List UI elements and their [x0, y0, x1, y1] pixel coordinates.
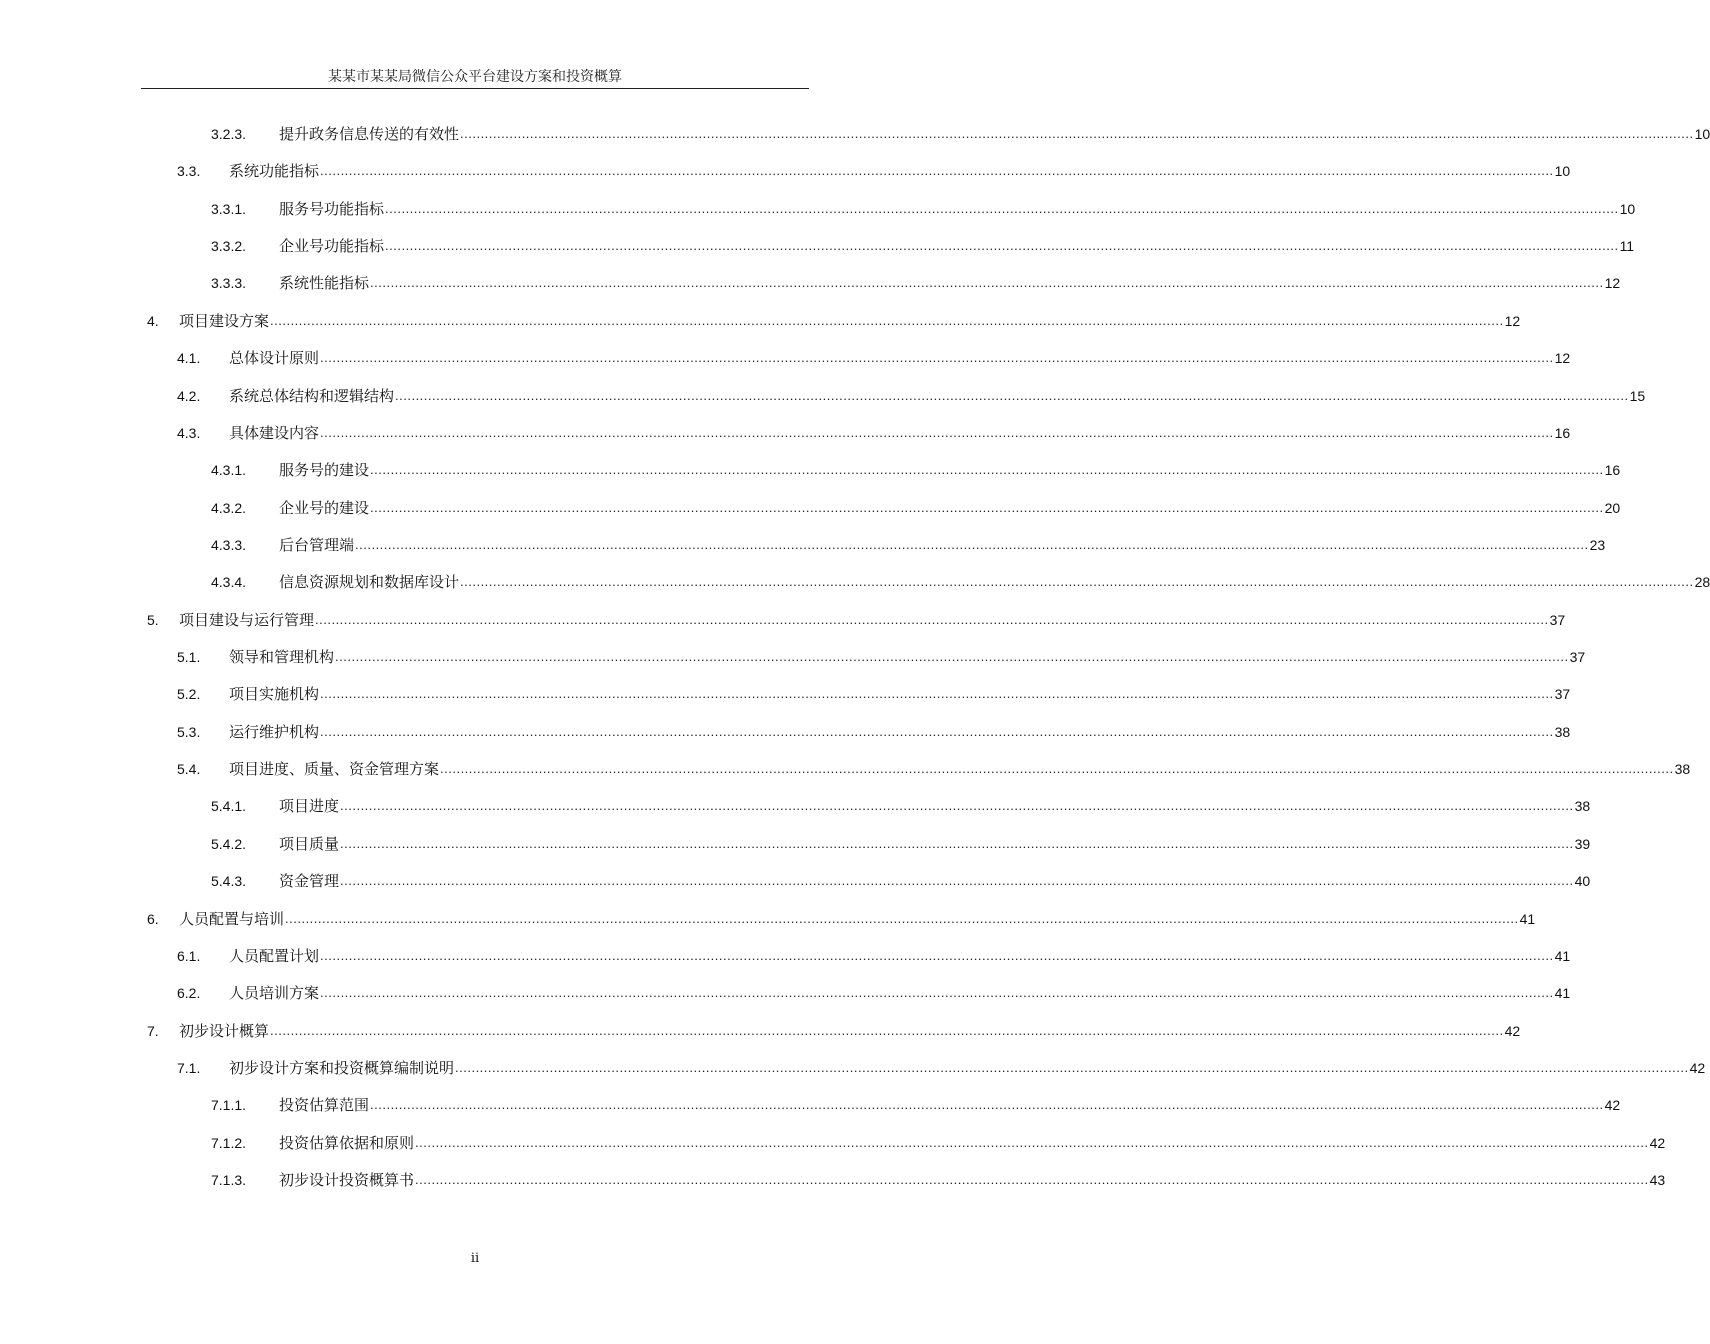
page-number: ii — [470, 1251, 480, 1266]
toc-entry-page: 23 — [1589, 536, 1606, 553]
toc-entry-page: 41 — [1519, 910, 1536, 927]
toc-dot-leader: ............................................................................................................................................................................................................................................................................................................ — [320, 947, 1554, 963]
toc-entry[interactable] — [177, 683, 1571, 705]
toc-entry[interactable] — [211, 235, 1635, 257]
toc-entry[interactable] — [177, 347, 1571, 369]
toc-entry-number: 4.3. — [177, 424, 201, 441]
toc-entry-title: 服务号的建设 — [279, 461, 370, 480]
toc-entry-title: 人员配置计划 — [229, 946, 320, 965]
toc-entry-title: 初步设计方案和投资概算编制说明 — [229, 1059, 455, 1077]
toc-entry[interactable] — [147, 1020, 1521, 1042]
toc-entry-title: 人员配置与培训 — [179, 909, 285, 928]
toc-entry[interactable] — [147, 908, 1536, 930]
toc-entry-page: 37 — [1554, 686, 1571, 703]
toc-entry-title: 投资估算依据和原则 — [279, 1133, 415, 1152]
toc-entry-page: 20 — [1604, 499, 1621, 516]
toc-entry[interactable] — [211, 833, 1591, 855]
toc-entry-page: 12 — [1604, 275, 1621, 292]
toc-entry[interactable] — [211, 571, 1710, 593]
toc-entry[interactable] — [211, 1094, 1621, 1116]
toc-entry-title: 运行维护机构 — [229, 722, 320, 741]
toc-entry-number: 7.1.1. — [211, 1097, 247, 1114]
toc-entry[interactable] — [177, 945, 1571, 967]
toc-entry-title: 资金管理 — [279, 872, 340, 891]
toc-entry-title: 总体设计原则 — [229, 349, 320, 368]
toc-entry[interactable] — [211, 459, 1621, 481]
toc-entry-title: 初步设计投资概算书 — [279, 1171, 415, 1190]
toc-entry-page: 41 — [1554, 985, 1571, 1002]
toc-entry-number: 3.2.3. — [211, 126, 247, 142]
toc-entry[interactable] — [147, 310, 1521, 332]
toc-entry-title: 项目进度 — [279, 797, 340, 816]
toc-dot-leader: ............................................................................................................................................................................................................................................................................................................ — [415, 1134, 1649, 1150]
toc-entry-title: 服务号功能指标 — [279, 199, 385, 218]
toc-entry[interactable] — [211, 497, 1621, 519]
header-divider — [141, 88, 809, 89]
toc-entry[interactable] — [177, 1057, 1706, 1079]
toc-entry-number: 6.2. — [177, 985, 201, 1002]
toc-entry-number: 5.4.2. — [211, 835, 247, 852]
toc-entry-title: 具体建设内容 — [229, 423, 320, 442]
toc-entry-number: 5.1. — [177, 649, 201, 666]
toc-entry-number: 4. — [147, 312, 159, 329]
toc-entry-page: 10 — [1694, 126, 1710, 142]
toc-entry[interactable] — [211, 1169, 1666, 1191]
toc-dot-leader: ............................................................................................................................................................................................................................................................................................................ — [320, 163, 1554, 179]
toc-entry-number: 5.2. — [177, 686, 201, 703]
toc-entry[interactable] — [211, 534, 1606, 556]
toc-dot-leader: ............................................................................................................................................................................................................................................................................................................ — [270, 312, 1504, 328]
toc-entry[interactable] — [177, 160, 1571, 182]
toc-dot-leader: ............................................................................................................................................................................................................................................................................................................ — [455, 1060, 1689, 1075]
toc-dot-leader: ............................................................................................................................................................................................................................................................................................................ — [320, 350, 1554, 366]
toc-entry-title: 初步设计概算 — [179, 1021, 270, 1040]
toc-entry-page: 38 — [1574, 798, 1591, 815]
toc-entry-page: 43 — [1649, 1172, 1666, 1189]
toc-dot-leader: ............................................................................................................................................................................................................................................................................................................ — [460, 574, 1694, 590]
toc-dot-leader: ............................................................................................................................................................................................................................................................................................................ — [370, 462, 1604, 478]
toc-entry-number: 4.1. — [177, 350, 201, 367]
toc-entry-page: 39 — [1574, 835, 1591, 852]
toc-entry-page: 28 — [1694, 574, 1710, 591]
page-header-title: 某某市某某局微信公众平台建设方案和投资概算 — [328, 69, 622, 85]
toc-dot-leader: ............................................................................................................................................................................................................................................................................................................ — [460, 126, 1694, 141]
toc-entry-title: 系统性能指标 — [279, 274, 370, 293]
toc-dot-leader: ............................................................................................................................................................................................................................................................................................................ — [385, 200, 1619, 216]
toc-entry-number: 5.3. — [177, 723, 201, 740]
toc-entry-title: 人员培训方案 — [229, 984, 320, 1003]
toc-entry-page: 12 — [1554, 350, 1571, 367]
toc-entry-number: 3.3.3. — [211, 275, 247, 292]
toc-entry-page: 16 — [1554, 424, 1571, 441]
toc-dot-leader: ............................................................................................................................................................................................................................................................................................................ — [320, 723, 1554, 739]
toc-entry-title: 后台管理端 — [279, 535, 355, 554]
toc-entry-page: 37 — [1569, 649, 1586, 666]
toc-dot-leader: ............................................................................................................................................................................................................................................................................................................ — [370, 1097, 1604, 1113]
toc-entry-number: 7.1. — [177, 1060, 201, 1076]
toc-entry[interactable] — [147, 609, 1566, 631]
toc-dot-leader: ............................................................................................................................................................................................................................................................................................................ — [340, 873, 1574, 889]
toc-entry-page: 38 — [1554, 723, 1571, 740]
toc-entry-page: 42 — [1504, 1022, 1521, 1039]
toc-entry-page: 40 — [1574, 873, 1591, 890]
toc-dot-leader: ............................................................................................................................................................................................................................................................................................................ — [320, 424, 1554, 440]
toc-dot-leader: ............................................................................................................................................................................................................................................................................................................ — [385, 238, 1619, 254]
toc-entry[interactable] — [211, 198, 1636, 220]
toc-entry-number: 7.1.3. — [211, 1172, 247, 1189]
toc-entry-title: 项目建设与运行管理 — [179, 610, 315, 629]
toc-entry[interactable] — [177, 758, 1691, 780]
toc-dot-leader: ............................................................................................................................................................................................................................................................................................................ — [320, 985, 1554, 1001]
toc-entry-page: 37 — [1549, 611, 1566, 628]
toc-entry-title: 项目建设方案 — [179, 311, 270, 330]
toc-entry-title: 提升政务信息传送的有效性 — [279, 125, 460, 143]
toc-dot-leader: ............................................................................................................................................................................................................................................................................................................ — [315, 611, 1549, 627]
toc-entry-page: 42 — [1604, 1097, 1621, 1114]
toc-entry-number: 5.4. — [177, 761, 201, 778]
toc-entry[interactable] — [177, 385, 1646, 407]
toc-entry-number: 5. — [147, 611, 159, 628]
toc-entry[interactable] — [211, 795, 1591, 817]
toc-entry[interactable] — [211, 870, 1591, 892]
toc-entry-number: 4.3.1. — [211, 462, 247, 479]
toc-entry[interactable] — [177, 982, 1571, 1004]
toc-entry-number: 4.3.2. — [211, 499, 247, 516]
toc-dot-leader: ............................................................................................................................................................................................................................................................................................................ — [340, 835, 1574, 851]
toc-dot-leader: ............................................................................................................................................................................................................................................................................................................ — [355, 536, 1589, 552]
toc-entry-number: 3.3. — [177, 163, 201, 180]
toc-entry-title: 投资估算范围 — [279, 1096, 370, 1115]
toc-dot-leader: ............................................................................................................................................................................................................................................................................................................ — [285, 910, 1519, 926]
toc-entry[interactable] — [177, 721, 1571, 743]
toc-entry-title: 企业号的建设 — [279, 498, 370, 517]
toc-entry-page: 38 — [1674, 761, 1691, 778]
toc-entry-number: 4.2. — [177, 387, 201, 404]
toc-entry-number: 5.4.3. — [211, 873, 247, 890]
toc-entry-title: 系统总体结构和逻辑结构 — [229, 386, 395, 405]
toc-entry-title: 系统功能指标 — [229, 162, 320, 181]
toc-dot-leader: ............................................................................................................................................................................................................................................................................................................ — [395, 387, 1629, 403]
toc-entry-title: 企业号功能指标 — [279, 237, 385, 256]
toc-entry-page: 11 — [1619, 238, 1635, 255]
toc-dot-leader: ............................................................................................................................................................................................................................................................................................................ — [270, 1022, 1504, 1038]
toc-entry-title: 领导和管理机构 — [229, 648, 335, 667]
toc-entry-page: 12 — [1504, 312, 1521, 329]
toc-entry-number: 4.3.3. — [211, 536, 247, 553]
toc-dot-leader: ............................................................................................................................................................................................................................................................................................................ — [320, 686, 1554, 702]
toc-entry-number: 6.1. — [177, 947, 201, 964]
toc-entry-title: 项目质量 — [279, 834, 340, 853]
toc-entry-number: 3.3.1. — [211, 200, 247, 217]
toc-entry-title: 项目实施机构 — [229, 685, 320, 704]
toc-entry-page: 10 — [1619, 200, 1636, 217]
toc-entry-number: 3.3.2. — [211, 238, 247, 255]
toc-dot-leader: ............................................................................................................................................................................................................................................................................................................ — [415, 1172, 1649, 1188]
toc-entry-page: 15 — [1629, 387, 1646, 404]
toc-entry-number: 6. — [147, 910, 159, 927]
toc-entry-number: 5.4.1. — [211, 798, 247, 815]
toc-entry-page: 41 — [1554, 947, 1571, 964]
toc-entry-number: 4.3.4. — [211, 574, 247, 591]
toc-entry[interactable] — [211, 1132, 1666, 1154]
toc-entry[interactable] — [211, 123, 1710, 145]
toc-entry[interactable] — [177, 422, 1571, 444]
toc-dot-leader: ............................................................................................................................................................................................................................................................................................................ — [335, 649, 1569, 665]
toc-dot-leader: ............................................................................................................................................................................................................................................................................................................ — [370, 499, 1604, 515]
toc-entry[interactable] — [177, 646, 1586, 668]
toc-entry-number: 7.1.2. — [211, 1134, 247, 1151]
toc-entry-page: 16 — [1604, 462, 1621, 479]
toc-dot-leader: ............................................................................................................................................................................................................................................................................................................ — [440, 761, 1674, 777]
toc-entry-page: 42 — [1649, 1134, 1666, 1151]
toc-dot-leader: ............................................................................................................................................................................................................................................................................................................ — [370, 275, 1604, 291]
toc-dot-leader: ............................................................................................................................................................................................................................................................................................................ — [340, 798, 1574, 814]
toc-entry-page: 10 — [1554, 163, 1571, 180]
toc-entry-page: 42 — [1689, 1060, 1706, 1076]
toc-entry-title: 信息资源规划和数据库设计 — [279, 573, 460, 592]
toc-entry[interactable] — [211, 272, 1621, 294]
toc-entry-number: 7. — [147, 1022, 159, 1039]
toc-entry-title: 项目进度、质量、资金管理方案 — [229, 760, 440, 779]
